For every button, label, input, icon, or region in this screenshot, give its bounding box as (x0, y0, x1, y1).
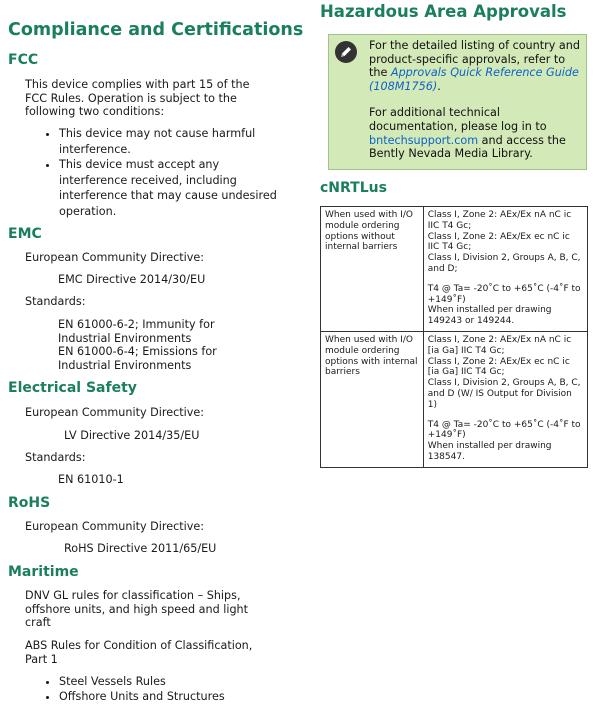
note-box (328, 34, 587, 170)
temperature-rating: T4 @ Ta= -20˚C to +65˚C (-4˚F to +149˚F) (427, 419, 581, 441)
fcc-intro: This device complies with part 15 of the FCC Rules. Operation is subject to the following two conditions: (25, 78, 250, 119)
electrical-safety-standards-label: Standards: (25, 451, 86, 464)
page-title: Compliance and Certifications (8, 20, 304, 40)
list-item: • Steel Vessels Rules (59, 675, 281, 690)
maritime-abs: ABS Rules for Condition of Classification, Part 1 (25, 639, 253, 666)
approval-line: Class I, Zone 2: AEx/Ex ec nC ic [ia Ga] IIC T4 Gc; (427, 356, 570, 378)
approval-line: Class I, Zone 2: AEx/Ex nA nC ic IIC T4 Gc; (427, 210, 572, 231)
condition-cell: When used with I/O module ordering options with internal barriers (321, 331, 424, 467)
electrical-safety-heading: Electrical Safety (8, 380, 137, 396)
rohs-heading: RoHS (8, 495, 51, 511)
rohs-directive-label: European Community Directive: (25, 520, 205, 533)
electrical-safety-standard: EN 61010-1 (58, 473, 124, 486)
note-paragraph-approvals: For the detailed listing of country and product-specific approvals, refer to the Approvals Quick Reference Guide (108M1756). (369, 39, 580, 93)
fcc-conditions-list (45, 126, 281, 220)
drawing-note: When installed per drawing 149243 or 149244. (427, 305, 552, 327)
condition-cell: When used with I/O module ordering options without internal barriers (321, 207, 424, 332)
approvals-guide-link[interactable]: Approvals Quick Reference Guide (108M1756) (369, 66, 579, 93)
emc-standards-label: Standards: (25, 295, 86, 308)
emc-standard-2: EN 61000-6-4; Emissions for Industrial Environments (58, 345, 217, 372)
table-row (321, 207, 588, 332)
bntechsupport-link[interactable]: bntechsupport.com (369, 133, 479, 147)
approval-line: Class I, Zone 2: AEx/Ex nA nC ic [ia Ga] IIC T4 Gc; (427, 334, 572, 356)
rohs-directive: RoHS Directive 2011/65/EU (64, 542, 217, 555)
approvals-cell (423, 207, 587, 332)
maritime-heading: Maritime (8, 564, 79, 580)
cnrtlus-table (320, 206, 588, 468)
approvals-cell (423, 331, 587, 467)
table-row (321, 331, 588, 467)
electrical-safety-directive-label: European Community Directive: (25, 406, 205, 419)
list-item: • Offshore Units and Structures (59, 690, 281, 705)
list-item: • This device must accept any interference received, including interference that may cause undesired operation. (59, 157, 281, 219)
maritime-dnv: DNV GL rules for classification – Ships, offshore units, and high speed and light craft (25, 589, 249, 630)
fcc-heading: FCC (8, 52, 39, 68)
note-paragraph-documentation: For additional technical documentation, please log in to bntechsupport.com and access the Bently Nevada Media Library. (369, 106, 566, 161)
emc-standard-1: EN 61000-6-2; Immunity for Industrial Environments (58, 318, 215, 345)
electrical-safety-directive: LV Directive 2014/35/EU (64, 429, 200, 442)
maritime-list (45, 675, 281, 704)
emc-directive: EMC Directive 2014/30/EU (58, 273, 206, 286)
temperature-rating: T4 @ Ta= -20˚C to +65˚C (-4˚F to +149˚F) (427, 283, 581, 305)
pencil-icon (335, 41, 357, 63)
drawing-note: When installed per drawing 138547. (427, 441, 552, 462)
cnrtlus-heading: cNRTLus (320, 180, 387, 196)
section-title: Hazardous Area Approvals (320, 2, 567, 21)
emc-heading: EMC (8, 226, 42, 242)
approval-line: Class I, Division 2, Groups A, B, C, and D (W/ IS Output for Division 1) (427, 378, 581, 410)
note-text (369, 39, 581, 174)
approval-line: Class I, Division 2, Groups A, B, C, and D; (427, 253, 581, 274)
list-item: • This device may not cause harmful interference. (59, 126, 281, 157)
emc-directive-label: European Community Directive: (25, 251, 205, 264)
approval-line: Class I, Zone 2: AEx/Ex ec nC ic IIC T4 Gc; (427, 231, 570, 253)
